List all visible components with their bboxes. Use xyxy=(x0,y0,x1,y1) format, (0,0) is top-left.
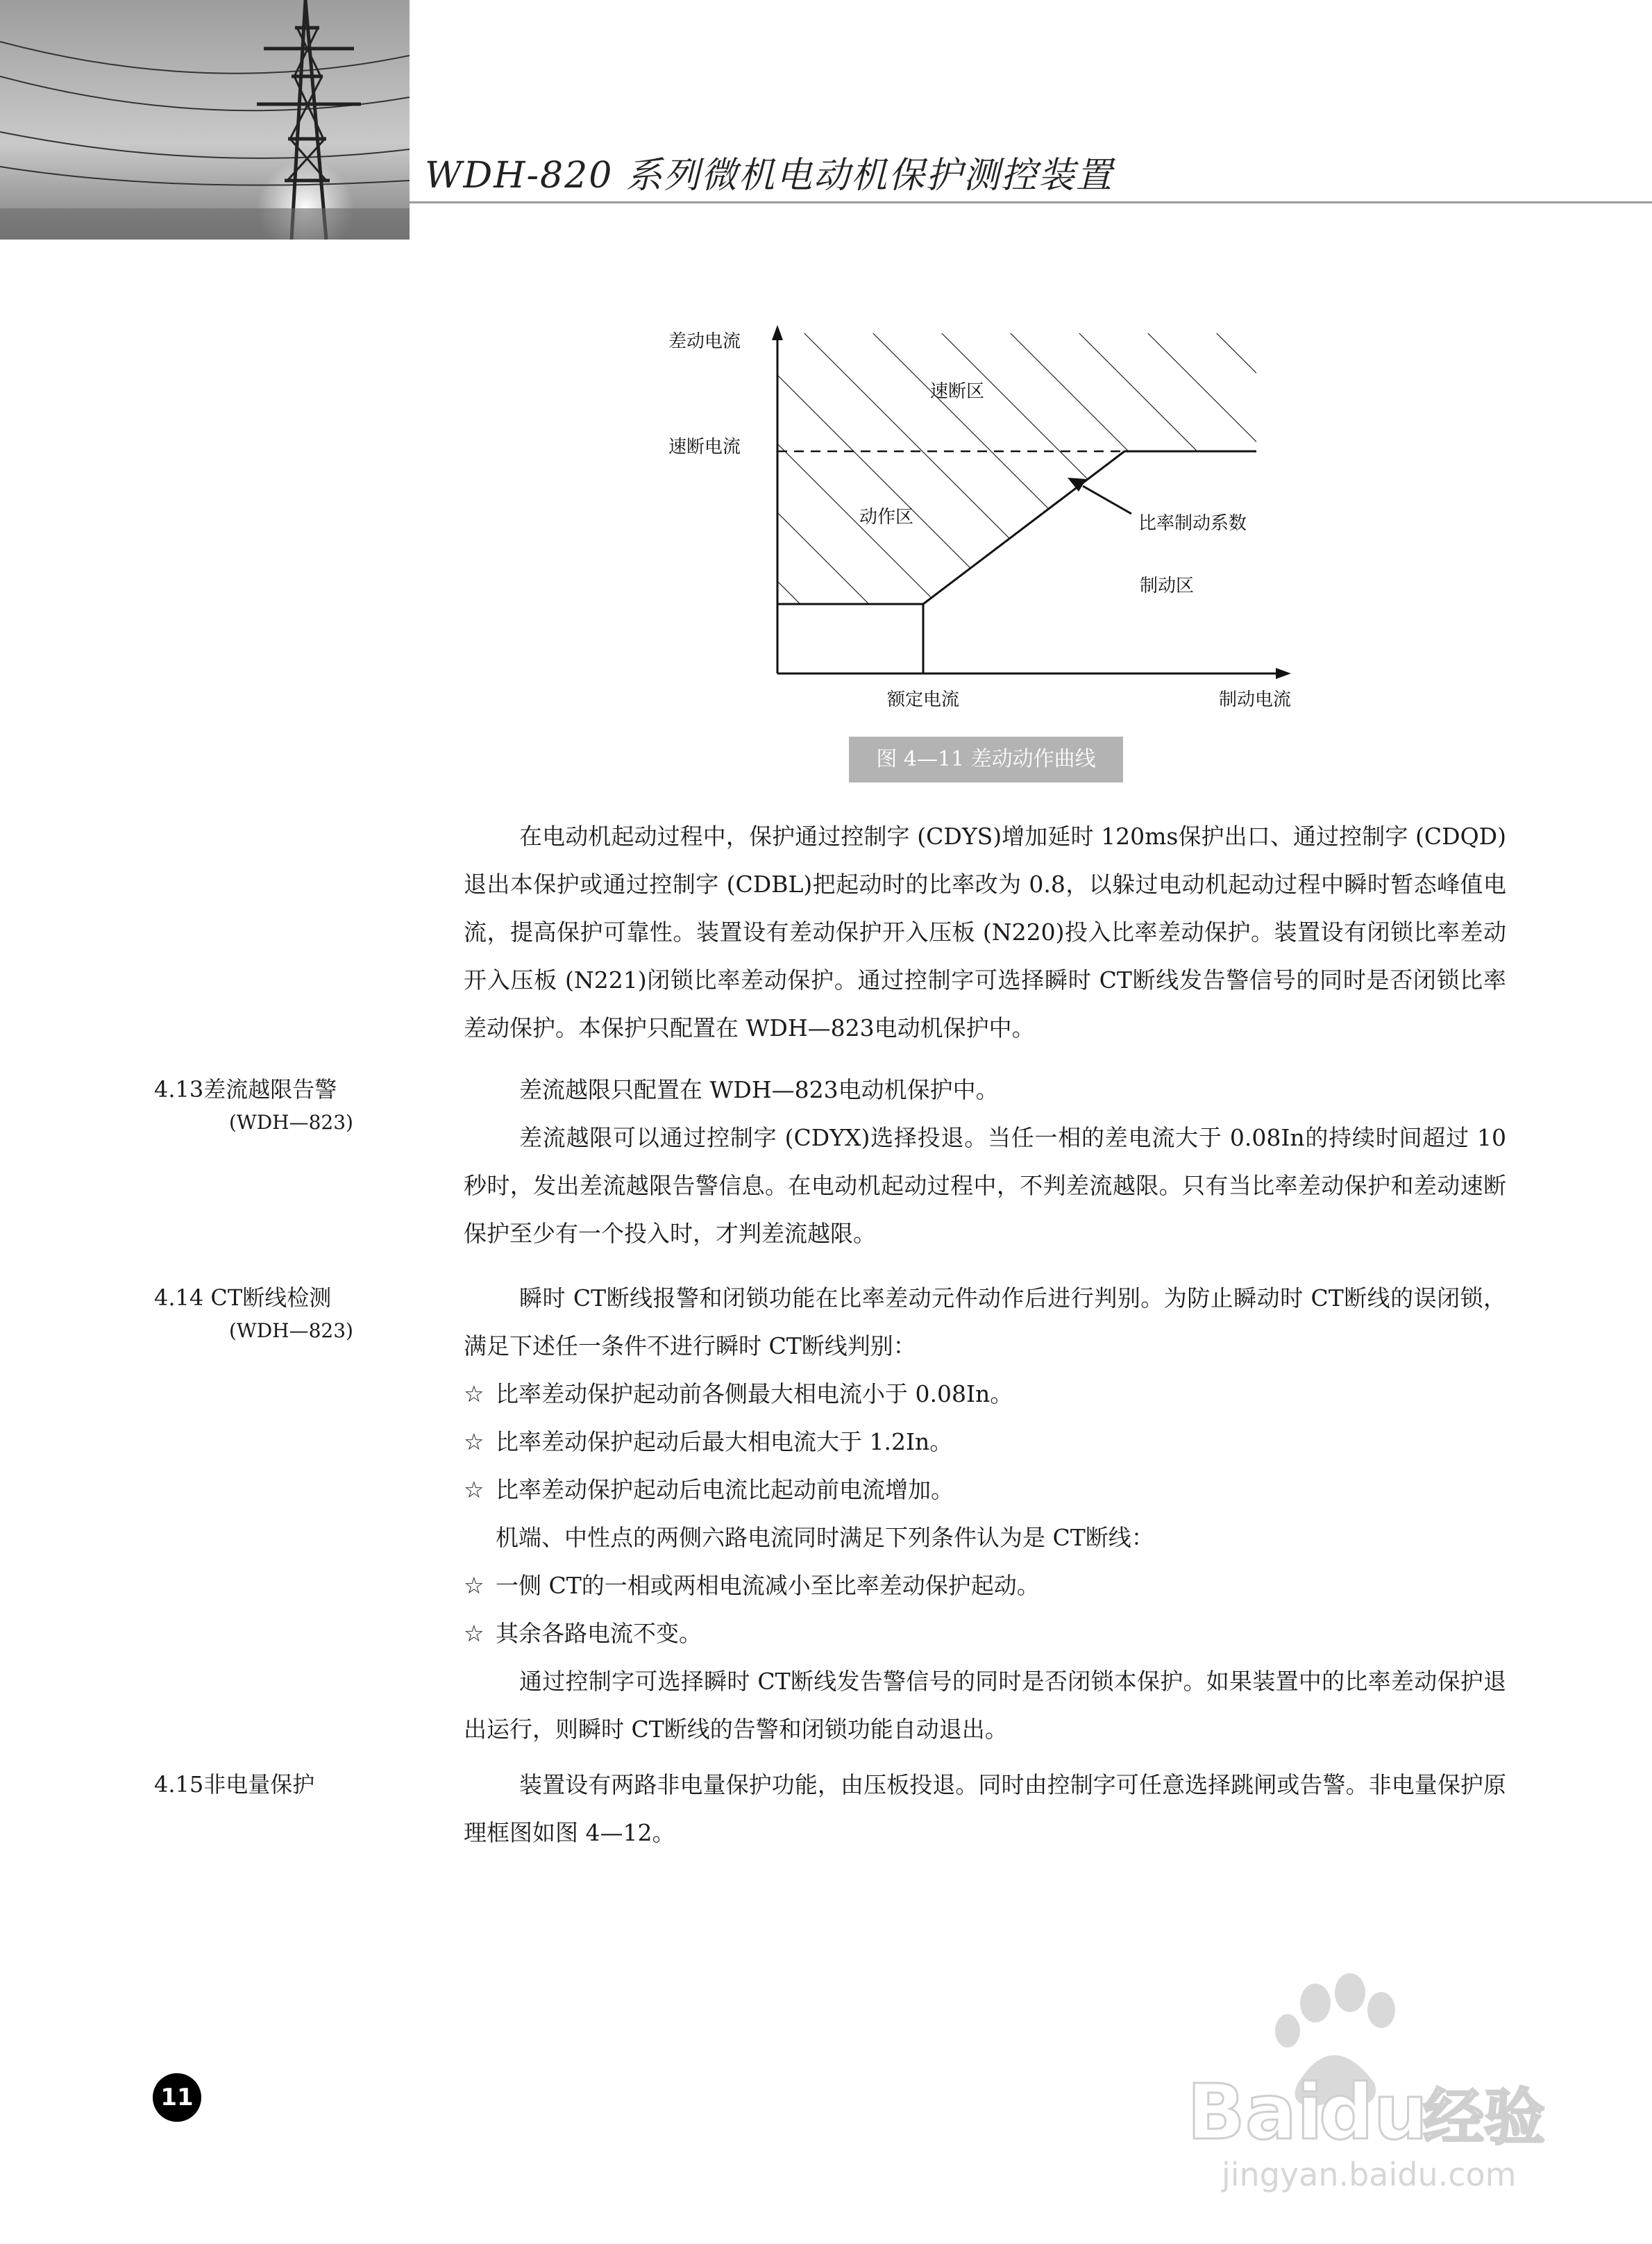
section-4-15-title: 4.15非电量保护 xyxy=(154,1771,315,1798)
restrain-zone-label: 制动区 xyxy=(1140,576,1195,596)
watermark-url: jingyan.baidu.com xyxy=(1222,2156,1517,2193)
star-icon: ☆ xyxy=(464,1428,484,1455)
intro-paragraph: 在电动机起动过程中，保护通过控制字 (CDYS)增加延时 120ms保护出口、通过控制字 (CDQD)退出本保护或通过控制字 (CDBL)把起动时的比率改为 0.8，以躲过电动机起动过程中瞬时暂态峰值电流，提高保护可靠性。装置设有差动保护开入压板 (N220)投入比率差动保护。装置设有闭锁比率差动开入压板 (N221)闭锁比率差动保护。通过控制字可选择瞬时 CT断线发告警信号的同时是否闭锁比率差动保护。本保护只配置在 WDH—823电动机保护中。 xyxy=(464,823,1506,1041)
header-rule xyxy=(410,201,1652,203)
y-axis-label: 差动电流 xyxy=(668,331,741,352)
x-axis-arrow xyxy=(1276,668,1291,679)
section-4-14-model: (WDH—823) xyxy=(229,1319,353,1342)
section-4-14-para1: 瞬时 CT断线报警和闭锁功能在比率差动元件动作后进行判别。为防止瞬动时 CT断线的误闭锁，满足下述任一条件不进行瞬时 CT断线判别： xyxy=(464,1284,1506,1359)
bullet-item xyxy=(464,1418,1506,1466)
section-4-14-heading xyxy=(154,1281,353,1348)
section-4-14-para3: 通过控制字可选择瞬时 CT断线发告警信号的同时是否闭锁本保护。如果装置中的比率差动保护退出运行，则瞬时 CT断线的告警和闭锁功能自动退出。 xyxy=(464,1668,1506,1743)
section-4-15-heading xyxy=(154,1768,314,1801)
x-axis-label: 制动电流 xyxy=(1219,689,1292,710)
section-4-13-title: 4.13差流越限告警 xyxy=(154,1076,337,1103)
pointer-line xyxy=(1083,486,1131,514)
section-4-13-heading xyxy=(154,1073,353,1139)
section-4-14-title: 4.14 CT断线检测 xyxy=(154,1284,332,1311)
section-4-14-para2: 机端、中性点的两侧六路电流同时满足下列条件认为是 CT断线： xyxy=(496,1524,1154,1551)
star-icon: ☆ xyxy=(464,1380,484,1407)
figure-caption: 图 4—11 差动动作曲线 xyxy=(849,737,1123,782)
section-4-13-para1: 差流越限只配置在 WDH—823电动机保护中。 xyxy=(519,1076,999,1103)
bullet-item xyxy=(464,1561,1506,1609)
star-icon: ☆ xyxy=(464,1572,484,1599)
differential-curve-diagram xyxy=(646,312,1326,798)
ratio-coefficient-label: 比率制动系数 xyxy=(1138,513,1247,534)
header-title: WDH-820 系列微机电动机保护测控装置 xyxy=(425,155,1113,196)
section-4-15-para1: 装置设有两路非电量保护功能，由压板投退。同时由控制字可任意选择跳闸或告警。非电量保护原理框图如图 4—12。 xyxy=(464,1771,1506,1846)
rated-current-label: 额定电流 xyxy=(887,689,960,710)
operate-zone-label: 动作区 xyxy=(859,507,914,528)
baidu-watermark xyxy=(1173,1965,1562,2201)
star-icon: ☆ xyxy=(464,1476,484,1503)
header-photo xyxy=(0,0,410,240)
page-number: 11 xyxy=(153,2073,201,2122)
watermark-brand-cn: 经验 xyxy=(1423,2082,1546,2153)
bullet-text: 比率差动保护起动后最大相电流大于 1.2In。 xyxy=(496,1428,953,1455)
bullet-text: 比率差动保护起动后电流比起动前电流增加。 xyxy=(496,1476,954,1503)
quick-break-current-label: 速断电流 xyxy=(668,437,741,458)
bullet-text: 其余各路电流不变。 xyxy=(496,1620,702,1647)
star-icon: ☆ xyxy=(464,1620,484,1647)
bullet-item xyxy=(464,1609,1506,1657)
watermark-brand-du: du xyxy=(1319,2068,1428,2157)
bullet-text: 一侧 CT的一相或两相电流减小至比率差动保护起动。 xyxy=(496,1572,1040,1599)
quick-break-zone-hatch xyxy=(777,333,1256,451)
bullet-text: 比率差动保护起动前各侧最大相电流小于 0.08In。 xyxy=(496,1380,1013,1407)
bullet-item xyxy=(464,1466,1506,1514)
watermark-brand: Bai xyxy=(1187,2068,1323,2157)
quick-break-zone-label: 速断区 xyxy=(930,381,985,402)
bullet-item xyxy=(464,1370,1506,1418)
operate-zone-hatch xyxy=(777,451,1124,604)
section-4-13-para2: 差流越限可以通过控制字 (CDYX)选择投退。当任一相的差电流大于 0.08In的持续时间超过 10秒时，发出差流越限告警信息。在电动机起动过程中，不判差流越限。只有当比率差动保护和差动速断保护至少有一个投入时，才判差流越限。 xyxy=(464,1124,1506,1247)
y-axis-arrow xyxy=(772,325,783,340)
section-4-13-model: (WDH—823) xyxy=(229,1111,353,1134)
